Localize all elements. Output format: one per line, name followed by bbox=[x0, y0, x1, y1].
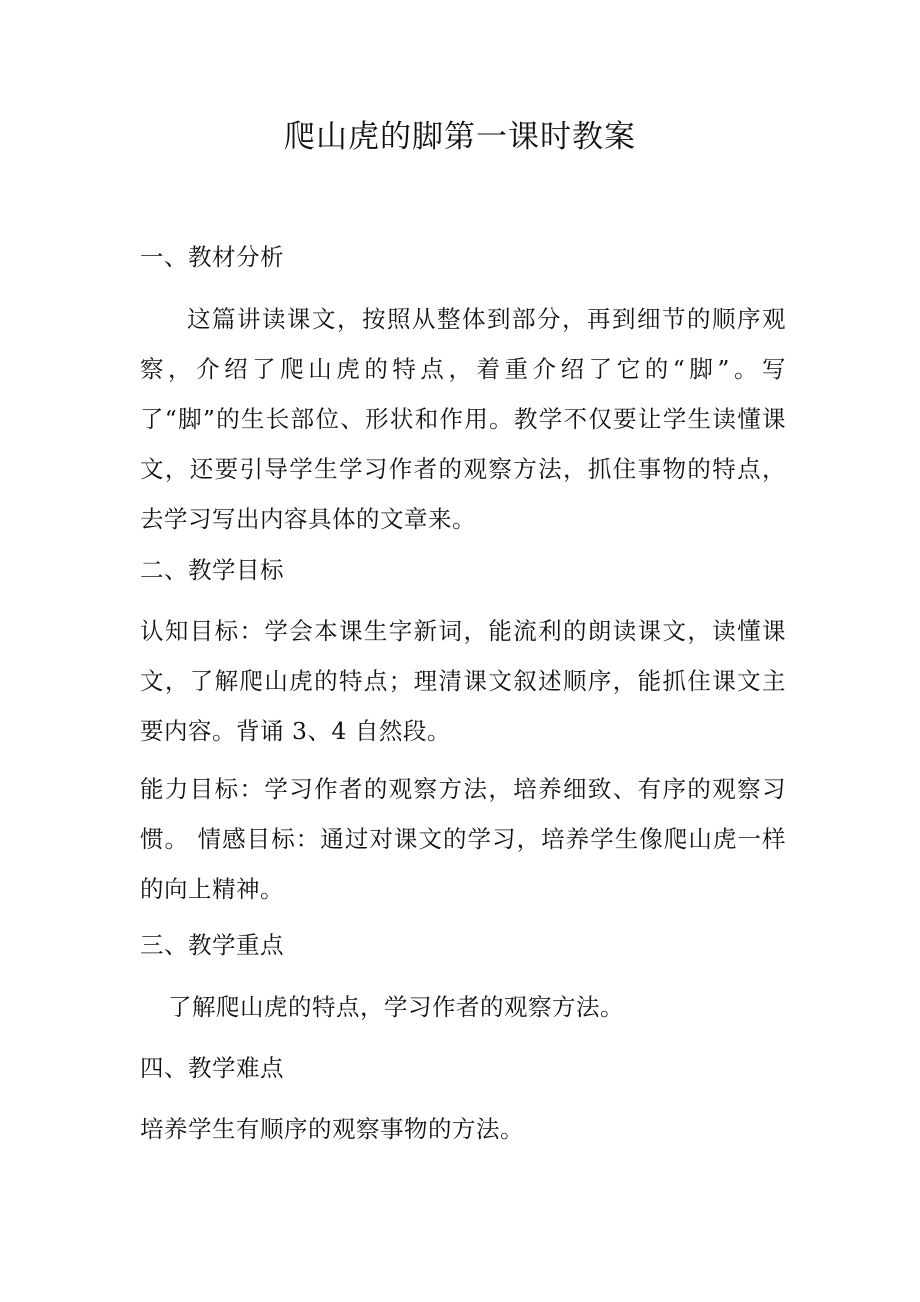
paragraph-key-points: 了解爬山虎的特点，学习作者的观察方法。 bbox=[168, 993, 624, 1021]
paragraph-materials-analysis: 这篇讲读课文，按照从整体到部分，再到细节的顺序观察，介绍了爬山虎的特点，着重介绍了它的“脚”。写了“脚”的生长部位、形状和作用。教学不仅要让学生读懂课文，还要引导学生学习作者的观察方法，抓住事物的特点，去学习写出内容具体的文章来。 bbox=[140, 305, 786, 533]
document-title: 爬山虎的脚第一课时教案 bbox=[284, 119, 636, 155]
paragraph-ability-emotion-objective: 能力目标：学习作者的观察方法，培养细致、有序的观察习惯。 情感目标：通过对课文的学习，培养学生像爬山虎一样的向上精神。 bbox=[140, 775, 786, 903]
section-heading-key-points: 三、教学重点 bbox=[140, 931, 284, 959]
paragraph-cognitive-objective: 认知目标：学会本课生字新词，能流利的朗读课文，读懂课文，了解爬山虎的特点；理清课文叙述顺序，能抓住课文主要内容。背诵 3、4 自然段。 bbox=[140, 617, 786, 745]
section-heading-objectives: 二、教学目标 bbox=[140, 556, 284, 584]
section-heading-materials: 一、教材分析 bbox=[140, 243, 284, 271]
paragraph-difficulties: 培养学生有顺序的观察事物的方法。 bbox=[140, 1115, 524, 1143]
section-heading-difficulties: 四、教学难点 bbox=[140, 1054, 284, 1082]
